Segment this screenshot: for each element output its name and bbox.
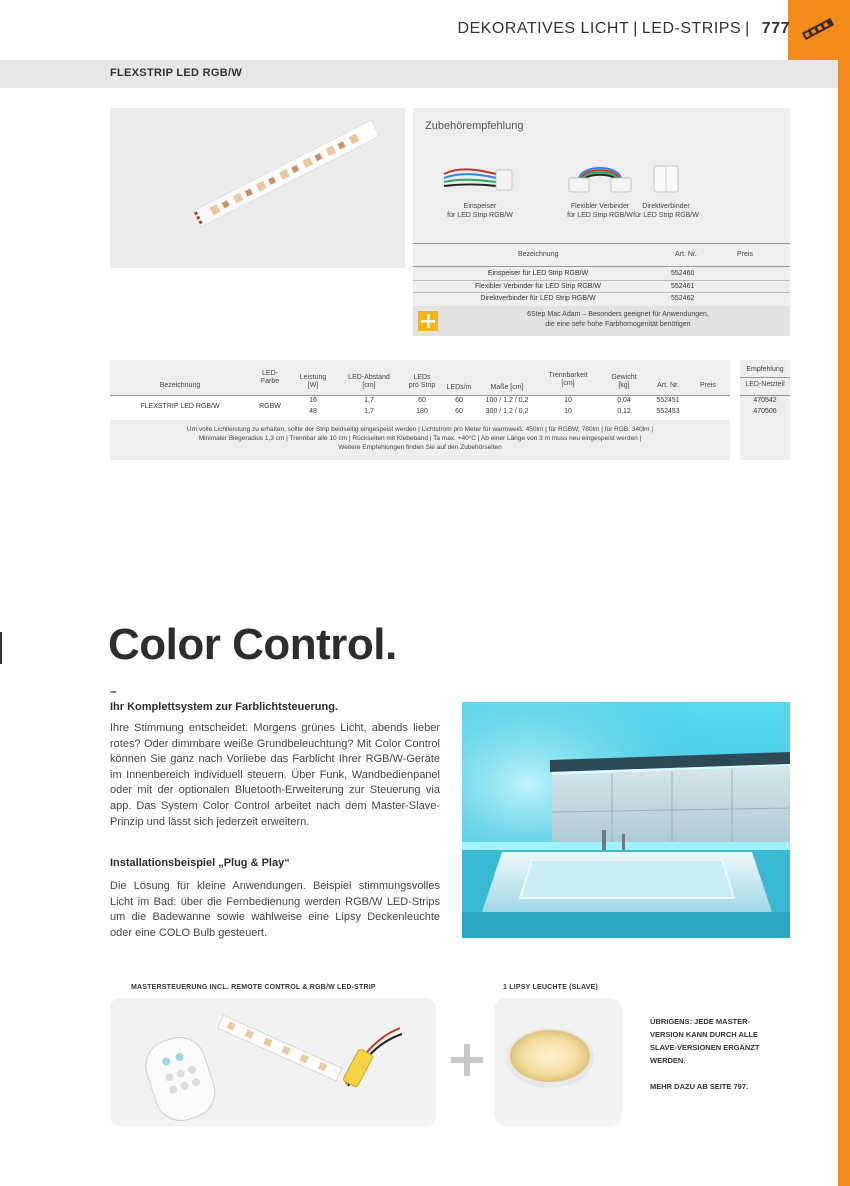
product-title-bar <box>0 60 838 88</box>
example-heading: Installationsbeispiel „Plug & Play“ <box>110 857 290 869</box>
accessory-row-name: Flexibler Verbinder für LED Strip RGB/W <box>474 283 602 290</box>
cell-weight: 0,04 <box>617 397 631 404</box>
spec-product-color: RGBW <box>259 403 281 410</box>
feeder-cable-icon <box>440 160 520 196</box>
accessory-row-art: 552460 <box>671 270 695 277</box>
col-spacing <box>340 374 398 390</box>
col-dims: Maße [cm] <box>490 384 524 391</box>
accessory-name-sub: für LED Strip RGB/W <box>447 212 513 219</box>
cell-separability: 10 <box>564 408 572 415</box>
intro-heading: Ihr Komplettsystem zur Farblichtsteuerung. <box>110 701 338 713</box>
cell-art: 552453 <box>656 408 680 415</box>
cell-power: 48 <box>309 408 317 415</box>
col-weight-line: Gewicht <box>611 374 637 381</box>
header-subsection: LED-STRIPS <box>641 20 742 37</box>
accessory-row-name: Einspeiser für LED Strip RGB/W <box>487 270 589 277</box>
accessory-row-name: Direktverbinder für LED Strip RGB/W <box>480 295 596 302</box>
accessory-header-rule <box>413 243 790 244</box>
accessory-name: Einspeiser <box>463 203 497 210</box>
accessory-item-feeder <box>425 160 535 220</box>
lipsy-lamp-illustration <box>494 998 622 1126</box>
accessory-row-art: 552462 <box>671 295 695 302</box>
plus-icon <box>449 1042 485 1078</box>
col-color <box>250 370 290 386</box>
col-spacing-line: LED-Abstand <box>348 374 390 381</box>
col-spacing-line: [cm] <box>362 382 376 389</box>
accessory-row <box>413 282 790 292</box>
cell-dims: 100 / 1,2 / 0,2 <box>485 397 529 404</box>
footnote-line: Weitere Empfehlungen finden Sie auf den Zubehörseiten <box>338 444 502 451</box>
bathroom-illustration <box>462 702 790 938</box>
section-dash: – <box>110 684 117 698</box>
cell-weight: 0,12 <box>617 408 631 415</box>
accessory-header-art: Art. Nr. <box>675 251 697 258</box>
col-separability <box>538 372 598 388</box>
remote-and-strip-illustration <box>110 998 436 1126</box>
col-sep-line: Trennbarkeit <box>548 372 588 379</box>
spec-header-rule <box>110 395 730 396</box>
accessory-item-direct-connector <box>611 160 721 220</box>
note-line: die eine sehr hohe Farbhomogenität benötigen <box>545 321 691 328</box>
corner-tab <box>788 0 850 60</box>
side-note-line: WERDEN. <box>650 1056 686 1065</box>
cell-leds-per-m: 60 <box>455 397 463 404</box>
accessory-label <box>611 202 721 220</box>
accessory-recommendation <box>413 108 790 336</box>
side-note <box>650 1015 790 1093</box>
recommendation-title: Empfehlung <box>746 366 784 373</box>
cell-leds: 180 <box>416 408 428 415</box>
accessory-name: Flexibler Verbinder <box>570 203 630 210</box>
accessory-header-name: Bezeichnung <box>518 251 559 258</box>
intro-text: Ihre Stimmung entscheidet. Morgens grünes Licht, abends lieber rotes? Oder dimmbare weiße Grundbeleuchtung? Mit Color Control können Sie ganz nach Vorliebe das Farblicht Ihrer RGB/W-Geräte im Innenbereich individuell steuern. Über Funk, Wandbedienpanel oder mit der optionalen Bluetooth-Erweiterung zur Steuerung via app. Das System Color Control arbeitet nach dem Master-Slave-Prinzip und lässt sich jederzeit erweitern. <box>110 722 440 828</box>
header-separator-2: | <box>745 20 750 37</box>
led-strip-icon <box>800 16 836 42</box>
accessory-note-text <box>473 310 763 330</box>
col-weight <box>604 374 644 390</box>
col-name: Bezeichnung <box>159 382 201 389</box>
footnote-line: Um volle Lichtleistung zu erhalten, sollte der Strip beidseitig eingespeist werden | Lichtstrom pro Meter für warmweiß: 450lm | für RGBW: 780lm | für RGB: 340lm | <box>186 426 654 433</box>
spec-table-header <box>110 360 730 395</box>
spec-table <box>110 360 730 460</box>
accessory-row <box>413 294 790 304</box>
accessory-name-sub: für LED Strip RGB/W <box>567 212 633 219</box>
accessory-name: Direktverbinder <box>642 203 690 210</box>
cell-art: 552451 <box>656 397 680 404</box>
col-leds <box>402 374 442 390</box>
master-caption: MASTERSTEUERUNG INCL. REMOTE CONTROL & RGB/W LED-STRIP <box>131 984 376 991</box>
row-divider <box>413 280 790 281</box>
col-leds-per-m: LEDs/m <box>446 384 472 391</box>
led-strip-image <box>110 108 405 268</box>
col-sep-line: [cm] <box>561 380 575 387</box>
slave-product-image <box>494 998 622 1126</box>
direct-connector-icon <box>646 160 686 196</box>
col-color-line: LED- <box>262 370 278 377</box>
left-margin-marker <box>0 632 2 664</box>
plus-badge-icon <box>418 311 438 331</box>
accessory-row <box>413 269 790 279</box>
cell-power: 16 <box>309 397 317 404</box>
accessory-header-rule-bottom <box>413 266 790 267</box>
product-image <box>110 108 405 268</box>
recommendation-value: 470506 <box>753 408 777 415</box>
slave-caption: 1 LIPSY LEUCHTE (SLAVE) <box>503 984 598 991</box>
accessory-row-art: 552461 <box>671 283 695 290</box>
orange-edge-strip <box>838 0 850 1186</box>
header-section: DEKORATIVES LICHT <box>457 20 630 37</box>
side-note-line: ÜBRIGENS: JEDE MASTER- <box>650 1017 751 1026</box>
col-weight-line: [kg] <box>618 382 630 389</box>
col-price: Preis <box>700 382 716 389</box>
header-title <box>457 20 790 38</box>
cell-spacing: 1,7 <box>364 397 374 404</box>
col-power-line: Leistung <box>299 374 327 381</box>
cell-dims: 300 / 1,2 / 0,2 <box>485 408 529 415</box>
page-number: 777 <box>761 20 790 37</box>
section-title: Color Control. <box>108 620 397 669</box>
col-art: Art. Nr. <box>657 382 679 389</box>
cell-leds-per-m: 60 <box>455 408 463 415</box>
spec-footnote <box>110 420 730 460</box>
note-line: 6Step Mac Adam – Besonders geeignet für Anwendungen, <box>527 311 709 318</box>
header-separator: | <box>633 20 638 37</box>
product-title: FLEXSTRIP LED RGB/W <box>110 67 243 79</box>
col-color-line: Farbe <box>260 378 280 385</box>
footnote-line: Minimaler Biegeradius 1,3 cm | Trennbar alle 10 cm | Rückseiten mit Klebeband | Ta max. +40°C | Ab einer Länge von 3 m muss neu eingespeist werden | <box>198 435 642 442</box>
cell-separability: 10 <box>564 397 572 404</box>
side-note-line: VERSION KANN DURCH ALLE <box>650 1030 759 1039</box>
cell-leds: 60 <box>418 397 426 404</box>
cell-spacing: 1,7 <box>364 408 374 415</box>
accessory-title: Zubehörempfehlung <box>425 120 524 132</box>
col-power-line: [W] <box>307 382 319 389</box>
example-text: Die Lösung für kleine Anwendungen. Beispiel stimmungsvolles Licht im Bad: über die Fernbedienung werden RGB/W LED-Strips um die Badewanne sowie wahlweise eine Lipsy Deckenleuchte oder eine COLO Bulb gesteuert. <box>110 880 440 939</box>
master-product-image <box>110 998 436 1126</box>
col-leds-line: LEDs <box>413 374 431 381</box>
recommendation-rule-2 <box>740 395 790 396</box>
page-header <box>0 0 790 60</box>
accessory-header-price: Preis <box>737 251 753 258</box>
bathroom-photo <box>462 702 790 938</box>
recommendation-value: 470542 <box>753 397 777 404</box>
col-leds-line: pro Strip <box>408 382 436 389</box>
accessory-name-sub: für LED Strip RGB/W <box>633 212 699 219</box>
col-power <box>293 374 333 390</box>
row-divider <box>413 292 790 293</box>
side-note-line: SLAVE-VERSIONEN ERGÄNZT <box>650 1043 760 1052</box>
accessory-label <box>425 202 535 220</box>
spec-product-name: FLEXSTRIP LED RGB/W <box>140 403 220 410</box>
side-note-more: MEHR DAZU AB SEITE 797. <box>650 1082 749 1091</box>
recommendation-column <box>740 360 790 460</box>
recommendation-subtitle: LED-Netzteil <box>745 381 785 388</box>
accessory-note <box>413 306 790 336</box>
recommendation-rule <box>740 377 790 378</box>
